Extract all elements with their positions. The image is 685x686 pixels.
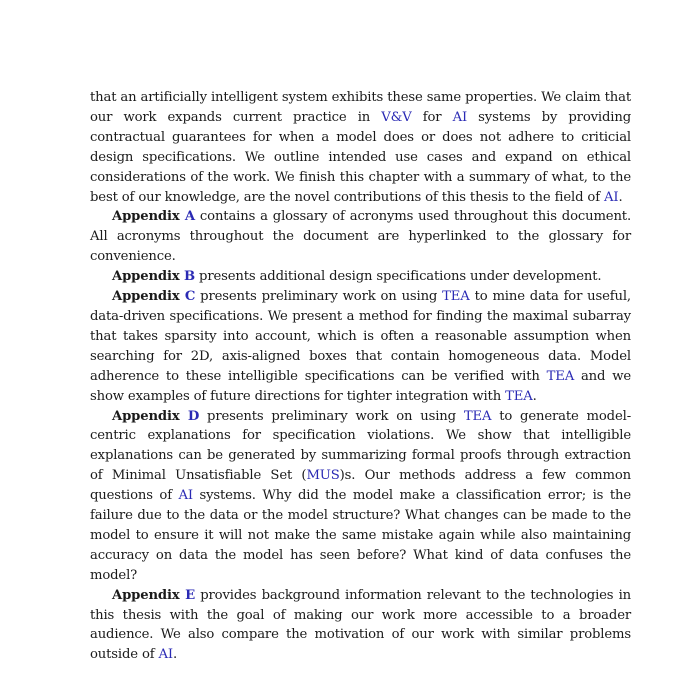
appendix-lead: Appendix <box>112 289 185 305</box>
text-run: . <box>172 647 178 663</box>
text-run: systems by providing contractual guarantees for when a model does or does not adhere to criticial design specifications. We outline intended use cases and expand on ethical considerations of the work. We finish this chapter with a summary of what, to the best of our knowledge, are the novel contributions of this thesis to the field of <box>90 109 631 205</box>
acronym-link[interactable]: AI <box>178 488 193 504</box>
text-run: systems. Why did the model make a classification error; is the failure due to the data or the model structure? What changes can be made to the model to ensure it will not make the same mistake again while also maintaining accuracy on data the model has seen before? What kind of data confuses the model? <box>90 488 631 583</box>
acronym-link[interactable]: V&V <box>381 109 412 125</box>
acronym-link[interactable]: TEA <box>442 289 470 305</box>
acronym-link[interactable]: AI <box>452 109 468 125</box>
acronym-link[interactable]: TEA <box>463 408 492 424</box>
appendix-lead: Appendix <box>112 408 188 424</box>
acronym-link[interactable]: AI <box>604 189 619 205</box>
text-run: that an artificially intelligent system exhibits these same properties. We claim that our work expands current practice in <box>90 90 631 125</box>
paragraph-appendix-a <box>90 207 631 267</box>
paragraph-intro-end <box>90 88 631 207</box>
document-page <box>90 88 631 665</box>
text-run: )s. Our methods address a few common questions of <box>90 468 631 504</box>
text-run: and we show examples of future directions for tighter integration with <box>90 368 631 404</box>
paragraph-appendix-e <box>90 586 631 666</box>
paragraph-appendix-d <box>90 407 631 586</box>
appendix-lead: Appendix <box>112 209 185 225</box>
text-run: presents preliminary work on using <box>199 408 464 424</box>
acronym-link[interactable]: MUS <box>306 468 340 484</box>
text-run: to generate model-centric explanations for specification violations. We show that intelligible explanations can be generated by summarizing formal proofs through extraction of Minimal Unsatisfiable Set ( <box>90 408 631 484</box>
paragraph-appendix-c <box>90 287 631 406</box>
paragraph-appendix-b <box>90 267 631 287</box>
text-run: for <box>411 109 453 125</box>
acronym-link[interactable]: AI <box>158 647 173 663</box>
acronym-link[interactable]: A <box>184 209 195 225</box>
text-run: provides background information relevant to the technologies in this thesis with the goal of making our work more accessible to a broader audience. We also compare the motivation of our work with similar problems outside of <box>90 587 631 663</box>
appendix-lead: Appendix <box>112 587 186 603</box>
acronym-link[interactable]: C <box>184 289 196 305</box>
acronym-link[interactable]: E <box>185 587 196 603</box>
appendix-lead: Appendix <box>112 269 184 285</box>
acronym-link[interactable]: D <box>187 408 200 424</box>
text-run: . <box>532 388 537 404</box>
text-run: to mine data for useful, data-driven specifications. We present a method for finding the maximal subarray that takes sparsity into account, which is often a reasonable assumption when searching for 2D, axis-aligned boxes that contain homogeneous data. Model adherence to these intelligible specifications can be verified with <box>90 289 631 384</box>
acronym-link[interactable]: TEA <box>505 388 533 404</box>
text-run: presents preliminary work on using <box>195 289 443 305</box>
text-run: . <box>618 189 623 205</box>
acronym-link[interactable]: B <box>184 269 195 285</box>
text-run: contains a glossary of acronyms used throughout this document. All acronyms throughout the document are hyperlinked to the glossary for convenience. <box>90 209 631 265</box>
text-run: presents additional design specifications under development. <box>195 269 602 285</box>
acronym-link[interactable]: TEA <box>546 368 575 384</box>
